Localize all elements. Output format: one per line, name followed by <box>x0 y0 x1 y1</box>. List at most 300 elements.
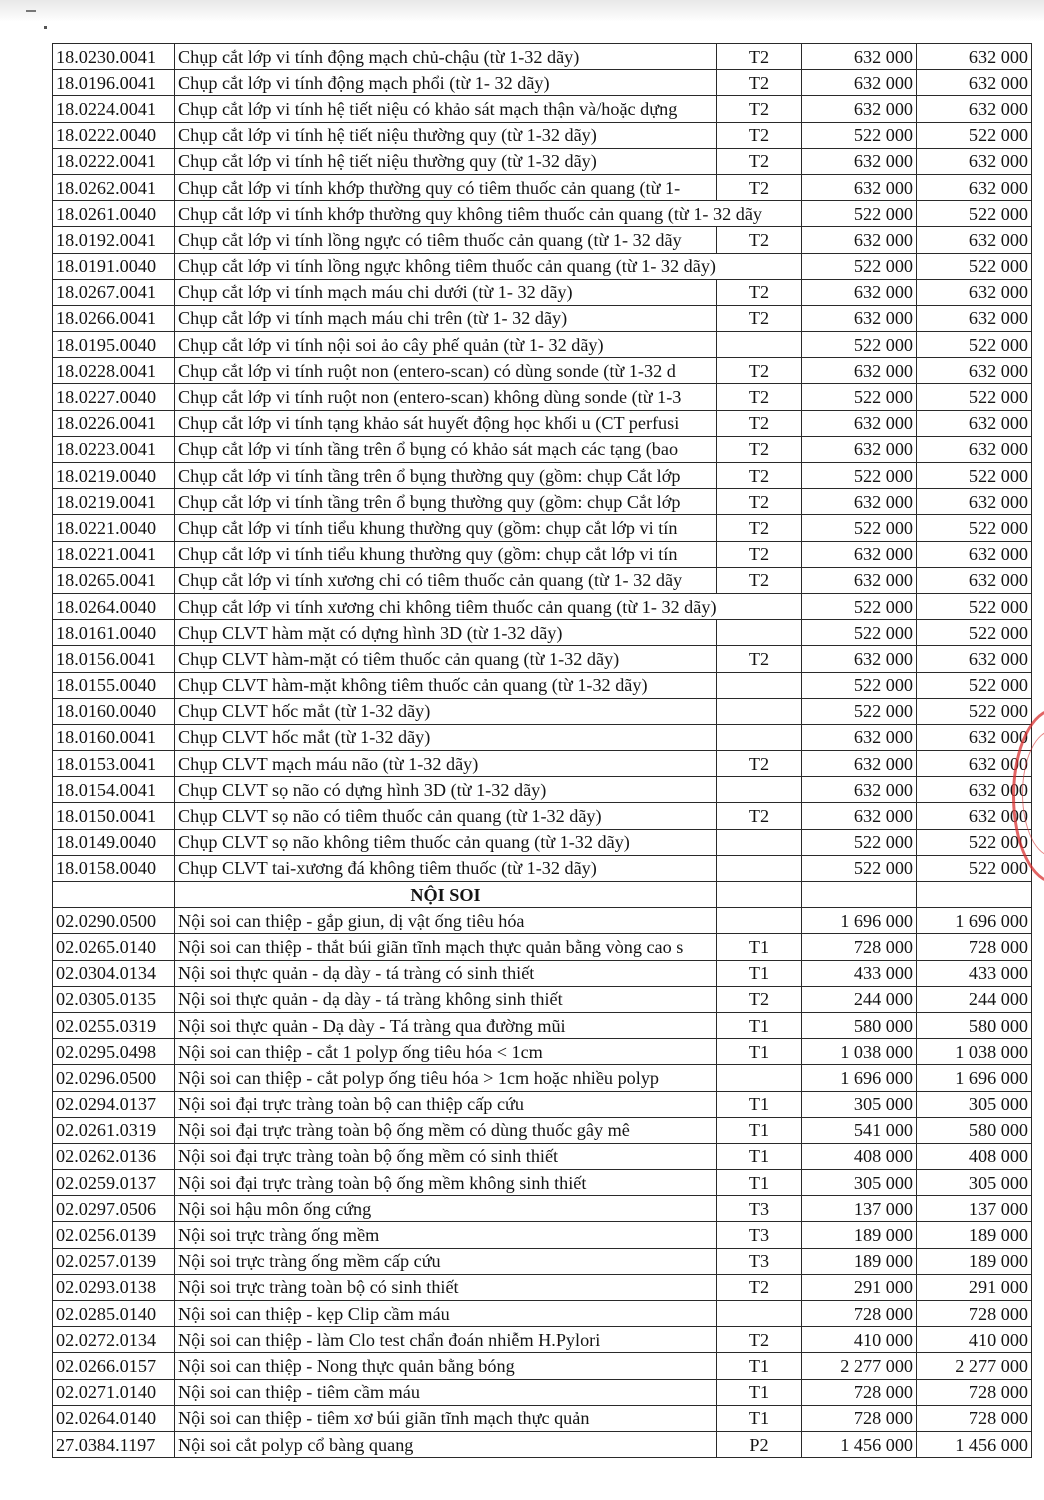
price-2: 522 000 <box>917 201 1032 227</box>
price-1: 2 277 000 <box>802 1353 917 1379</box>
table-row <box>53 1196 1032 1222</box>
service-code: 18.0228.0041 <box>53 358 175 384</box>
price-2: 2 277 000 <box>917 1353 1032 1379</box>
table-row <box>53 1301 1032 1327</box>
service-name: Chụp cắt lớp vi tính khớp thường quy không tiêm thuốc cản quang (từ 1- 32 dãy <box>175 201 802 227</box>
price-2: 433 000 <box>917 960 1032 986</box>
section-title: NỘI SOI <box>175 882 717 908</box>
service-code: 02.0266.0157 <box>53 1353 175 1379</box>
price-1: 1 696 000 <box>802 908 917 934</box>
service-group: T2 <box>717 44 802 70</box>
service-name: Chụp cắt lớp vi tính lồng ngực không tiêm thuốc cản quang (từ 1- 32 dãy) <box>175 253 802 279</box>
service-code: 18.0158.0040 <box>53 855 175 881</box>
table-row <box>53 646 1032 672</box>
price-2: 632 000 <box>917 148 1032 174</box>
table-row <box>53 855 1032 881</box>
price-1: 632 000 <box>802 44 917 70</box>
service-name: Chụp cắt lớp vi tính tạng khảo sát huyết động học khối u (CT perfusi <box>175 410 717 436</box>
price-2: 632 000 <box>917 410 1032 436</box>
service-group: T1 <box>717 934 802 960</box>
table-row <box>53 332 1032 358</box>
service-group: T2 <box>717 70 802 96</box>
service-name: Chụp cắt lớp vi tính ruột non (entero-scan) có dùng sonde (từ 1-32 d <box>175 358 717 384</box>
service-code: 18.0221.0041 <box>53 541 175 567</box>
price-1: 522 000 <box>802 855 917 881</box>
service-code: 18.0154.0041 <box>53 777 175 803</box>
price-1: 522 000 <box>802 593 917 619</box>
price-1: 632 000 <box>802 227 917 253</box>
price-2: 522 000 <box>917 855 1032 881</box>
service-name: Chụp cắt lớp vi tính xương chi có tiêm thuốc cản quang (từ 1- 32 dãy <box>175 567 717 593</box>
table-row <box>53 567 1032 593</box>
table-row <box>53 620 1032 646</box>
service-code: 02.0259.0137 <box>53 1170 175 1196</box>
service-group: T2 <box>717 1327 802 1353</box>
service-name: Nội soi can thiệp - tiêm cầm máu <box>175 1379 717 1405</box>
service-name: Nội soi can thiệp - cắt 1 polyp ống tiêu hóa < 1cm <box>175 1039 717 1065</box>
service-group <box>717 620 802 646</box>
service-name: Chụp CLVT hàm-mặt có tiêm thuốc cản quang (từ 1-32 dãy) <box>175 646 717 672</box>
table-row <box>53 358 1032 384</box>
price-2: 410 000 <box>917 1327 1032 1353</box>
service-name: Nội soi trực tràng ống mềm cấp cứu <box>175 1248 717 1274</box>
service-group: T1 <box>717 1170 802 1196</box>
table-row <box>53 1274 1032 1300</box>
table-row <box>53 541 1032 567</box>
price-2: 580 000 <box>917 1117 1032 1143</box>
price-2: 580 000 <box>917 1012 1032 1038</box>
service-group: T2 <box>717 1274 802 1300</box>
section-empty-cell <box>53 882 175 908</box>
service-name: Chụp CLVT hàm-mặt không tiêm thuốc cản quang (từ 1-32 dãy) <box>175 672 717 698</box>
price-2: 522 000 <box>917 515 1032 541</box>
service-name: Chụp cắt lớp vi tính lồng ngực có tiêm thuốc cản quang (từ 1- 32 dãy <box>175 227 717 253</box>
service-name: Nội soi cắt polyp cổ bàng quang <box>175 1431 717 1457</box>
price-2: 189 000 <box>917 1222 1032 1248</box>
service-code: 18.0222.0040 <box>53 122 175 148</box>
service-code: 02.0262.0136 <box>53 1143 175 1169</box>
service-code: 02.0290.0500 <box>53 908 175 934</box>
service-group <box>717 777 802 803</box>
service-group: T1 <box>717 1117 802 1143</box>
service-name: Chụp cắt lớp vi tính tầng trên ổ bụng thường quy (gồm: chụp Cắt lớp <box>175 489 717 515</box>
price-2: 305 000 <box>917 1170 1032 1196</box>
service-group: T1 <box>717 960 802 986</box>
service-code: 02.0257.0139 <box>53 1248 175 1274</box>
service-group: T2 <box>717 541 802 567</box>
price-1: 522 000 <box>802 515 917 541</box>
service-group: T2 <box>717 148 802 174</box>
price-1: 728 000 <box>802 1405 917 1431</box>
service-code: 18.0160.0041 <box>53 724 175 750</box>
service-name: Nội soi hậu môn ống cứng <box>175 1196 717 1222</box>
service-name: Chụp cắt lớp vi tính động mạch phổi (từ 1- 32 dãy) <box>175 70 717 96</box>
service-name: Nội soi trực tràng ống mềm <box>175 1222 717 1248</box>
service-code: 02.0297.0506 <box>53 1196 175 1222</box>
service-code: 18.0192.0041 <box>53 227 175 253</box>
service-group: T2 <box>717 279 802 305</box>
price-1: 632 000 <box>802 96 917 122</box>
service-code: 18.0261.0040 <box>53 201 175 227</box>
price-1: 580 000 <box>802 1012 917 1038</box>
service-group: T1 <box>717 1379 802 1405</box>
service-group: T2 <box>717 96 802 122</box>
service-code: 27.0384.1197 <box>53 1431 175 1457</box>
service-code: 18.0153.0041 <box>53 751 175 777</box>
table-row <box>53 672 1032 698</box>
service-code: 18.0224.0041 <box>53 96 175 122</box>
service-code: 18.0223.0041 <box>53 436 175 462</box>
service-name: Nội soi can thiệp - thắt búi giãn tĩnh mạch thực quản bằng vòng cao s <box>175 934 717 960</box>
scan-speck <box>44 26 47 29</box>
table-row <box>53 1222 1032 1248</box>
service-name: Nội soi đại trực tràng toàn bộ ống mềm có sinh thiết <box>175 1143 717 1169</box>
service-name: Chụp cắt lớp vi tính động mạch chủ-chậu (từ 1-32 dãy) <box>175 44 717 70</box>
price-1: 305 000 <box>802 1170 917 1196</box>
service-group: T1 <box>717 1039 802 1065</box>
service-code: 18.0230.0041 <box>53 44 175 70</box>
service-group <box>717 332 802 358</box>
service-code: 02.0294.0137 <box>53 1091 175 1117</box>
price-1: 632 000 <box>802 279 917 305</box>
price-2: 522 000 <box>917 384 1032 410</box>
service-name: Nội soi can thiệp - gắp giun, dị vật ống tiêu hóa <box>175 908 717 934</box>
table-row <box>53 148 1032 174</box>
service-group: T2 <box>717 751 802 777</box>
price-1: 522 000 <box>802 672 917 698</box>
price-1: 410 000 <box>802 1327 917 1353</box>
table-row <box>53 934 1032 960</box>
price-1: 522 000 <box>802 384 917 410</box>
price-1: 632 000 <box>802 724 917 750</box>
service-code: 02.0261.0319 <box>53 1117 175 1143</box>
table-row <box>53 410 1032 436</box>
service-group: P2 <box>717 1431 802 1457</box>
service-name: Nội soi đại trực tràng toàn bộ ống mềm có dùng thuốc gây mê <box>175 1117 717 1143</box>
table-row <box>53 1405 1032 1431</box>
price-1: 632 000 <box>802 305 917 331</box>
price-2: 632 000 <box>917 436 1032 462</box>
price-1: 632 000 <box>802 148 917 174</box>
service-group <box>717 855 802 881</box>
service-group: T3 <box>717 1196 802 1222</box>
price-2: 305 000 <box>917 1091 1032 1117</box>
service-name: Chụp CLVT hàm mặt có dựng hình 3D (từ 1-32 dãy) <box>175 620 717 646</box>
service-name: Chụp cắt lớp vi tính tiểu khung thường quy (gồm: chụp cắt lớp vi tín <box>175 515 717 541</box>
service-code: 02.0296.0500 <box>53 1065 175 1091</box>
table-row <box>53 253 1032 279</box>
service-name: Nội soi trực tràng toàn bộ có sinh thiết <box>175 1274 717 1300</box>
scan-edge-shadow <box>0 0 1044 22</box>
table-row <box>53 384 1032 410</box>
service-name: Chụp CLVT sọ não có dựng hình 3D (từ 1-32 dãy) <box>175 777 717 803</box>
table-row <box>53 751 1032 777</box>
service-code: 02.0271.0140 <box>53 1379 175 1405</box>
service-code: 02.0295.0498 <box>53 1039 175 1065</box>
table-row <box>53 436 1032 462</box>
service-code: 18.0219.0040 <box>53 463 175 489</box>
price-1: 522 000 <box>802 463 917 489</box>
service-group: T2 <box>717 122 802 148</box>
price-1: 522 000 <box>802 253 917 279</box>
service-group <box>717 1301 802 1327</box>
table-row <box>53 1117 1032 1143</box>
price-1: 632 000 <box>802 489 917 515</box>
price-2: 522 000 <box>917 620 1032 646</box>
service-name: Nội soi can thiệp - làm Clo test chẩn đoán nhiễm H.Pylori <box>175 1327 717 1353</box>
service-group: T1 <box>717 1091 802 1117</box>
price-2: 1 456 000 <box>917 1431 1032 1457</box>
price-1: 728 000 <box>802 1301 917 1327</box>
service-name: Chụp cắt lớp vi tính tầng trên ổ bụng có khảo sát mạch các tạng (bao <box>175 436 717 462</box>
service-name: Nội soi đại trực tràng toàn bộ ống mềm không sinh thiết <box>175 1170 717 1196</box>
service-name: Chụp CLVT sọ não có tiêm thuốc cản quang (từ 1-32 dãy) <box>175 803 717 829</box>
service-group <box>717 672 802 698</box>
price-1: 522 000 <box>802 122 917 148</box>
price-1: 1 696 000 <box>802 1065 917 1091</box>
table-row <box>53 1327 1032 1353</box>
service-code: 18.0160.0040 <box>53 698 175 724</box>
service-name: Chụp cắt lớp vi tính hệ tiết niệu có khảo sát mạch thận và/hoặc dựng <box>175 96 717 122</box>
service-group <box>717 829 802 855</box>
service-group: T2 <box>717 384 802 410</box>
price-1: 408 000 <box>802 1143 917 1169</box>
price-1: 632 000 <box>802 803 917 829</box>
service-group <box>717 1065 802 1091</box>
price-1: 632 000 <box>802 541 917 567</box>
service-name: Nội soi can thiệp - kẹp Clip cầm máu <box>175 1301 717 1327</box>
service-code: 18.0266.0041 <box>53 305 175 331</box>
table-row <box>53 777 1032 803</box>
price-2: 632 000 <box>917 70 1032 96</box>
service-group <box>717 698 802 724</box>
service-group: T2 <box>717 436 802 462</box>
service-group: T2 <box>717 986 802 1012</box>
service-group: T2 <box>717 358 802 384</box>
price-1: 244 000 <box>802 986 917 1012</box>
service-code: 18.0150.0041 <box>53 803 175 829</box>
table-row <box>53 1353 1032 1379</box>
service-name: Nội soi can thiệp - Nong thực quản bằng bóng <box>175 1353 717 1379</box>
service-code: 02.0305.0135 <box>53 986 175 1012</box>
price-1: 522 000 <box>802 201 917 227</box>
service-group: T2 <box>717 515 802 541</box>
service-code: 18.0149.0040 <box>53 829 175 855</box>
table-row <box>53 305 1032 331</box>
service-name: Chụp cắt lớp vi tính mạch máu chi dưới (từ 1- 32 dãy) <box>175 279 717 305</box>
service-group: T2 <box>717 305 802 331</box>
service-name: Nội soi đại trực tràng toàn bộ can thiệp cấp cứu <box>175 1091 717 1117</box>
price-2: 632 000 <box>917 777 1032 803</box>
section-row <box>53 882 1032 908</box>
service-group: T2 <box>717 174 802 200</box>
table-row <box>53 829 1032 855</box>
table-row <box>53 279 1032 305</box>
table-row <box>53 201 1032 227</box>
price-1: 1 456 000 <box>802 1431 917 1457</box>
table-row <box>53 1431 1032 1457</box>
price-2: 632 000 <box>917 567 1032 593</box>
price-1: 433 000 <box>802 960 917 986</box>
price-2: 632 000 <box>917 646 1032 672</box>
service-group: T1 <box>717 1353 802 1379</box>
price-1: 522 000 <box>802 829 917 855</box>
price-2: 522 000 <box>917 463 1032 489</box>
table-row <box>53 803 1032 829</box>
scan-speck <box>26 10 36 12</box>
table-row <box>53 1012 1032 1038</box>
service-code: 18.0222.0041 <box>53 148 175 174</box>
table-row <box>53 724 1032 750</box>
service-name: Chụp CLVT hốc mắt (từ 1-32 dãy) <box>175 724 717 750</box>
service-name: Chụp cắt lớp vi tính tiểu khung thường quy (gồm: chụp cắt lớp vi tín <box>175 541 717 567</box>
table-row <box>53 908 1032 934</box>
price-2: 522 000 <box>917 829 1032 855</box>
service-code: 18.0156.0041 <box>53 646 175 672</box>
service-code: 18.0195.0040 <box>53 332 175 358</box>
service-name: Chụp CLVT hốc mắt (từ 1-32 dãy) <box>175 698 717 724</box>
table-row <box>53 1379 1032 1405</box>
service-name: Chụp CLVT sọ não không tiêm thuốc cản quang (từ 1-32 dãy) <box>175 829 717 855</box>
price-2: 291 000 <box>917 1274 1032 1300</box>
price-1: 522 000 <box>802 332 917 358</box>
price-2: 632 000 <box>917 489 1032 515</box>
price-2: 632 000 <box>917 279 1032 305</box>
price-1: 632 000 <box>802 646 917 672</box>
fee-table-body <box>53 44 1032 1458</box>
table-row <box>53 227 1032 253</box>
table-row <box>53 986 1032 1012</box>
service-code: 18.0264.0040 <box>53 593 175 619</box>
service-code: 18.0161.0040 <box>53 620 175 646</box>
price-2: 632 000 <box>917 803 1032 829</box>
price-2: 632 000 <box>917 227 1032 253</box>
price-1: 632 000 <box>802 567 917 593</box>
table-row <box>53 593 1032 619</box>
price-2: 522 000 <box>917 122 1032 148</box>
price-1: 522 000 <box>802 698 917 724</box>
service-code: 02.0285.0140 <box>53 1301 175 1327</box>
service-name: Chụp cắt lớp vi tính hệ tiết niệu thường quy (từ 1-32 dãy) <box>175 122 717 148</box>
table-row <box>53 44 1032 70</box>
service-group: T2 <box>717 567 802 593</box>
service-name: Chụp cắt lớp vi tính mạch máu chi trên (từ 1- 32 dãy) <box>175 305 717 331</box>
service-code: 18.0221.0040 <box>53 515 175 541</box>
price-2: 522 000 <box>917 698 1032 724</box>
price-1: 1 038 000 <box>802 1039 917 1065</box>
price-2: 632 000 <box>917 174 1032 200</box>
service-code: 18.0155.0040 <box>53 672 175 698</box>
table-row <box>53 1170 1032 1196</box>
table-row <box>53 122 1032 148</box>
service-group: T2 <box>717 410 802 436</box>
price-1: 632 000 <box>802 70 917 96</box>
price-2: 632 000 <box>917 44 1032 70</box>
service-name: Chụp cắt lớp vi tính hệ tiết niệu thường quy (từ 1-32 dãy) <box>175 148 717 174</box>
section-empty-cell <box>802 882 917 908</box>
service-name: Nội soi thực quản - Dạ dày - Tá tràng qua đường mũi <box>175 1012 717 1038</box>
service-name: Chụp CLVT mạch máu não (từ 1-32 dãy) <box>175 751 717 777</box>
price-1: 522 000 <box>802 620 917 646</box>
service-name: Chụp CLVT tai-xương đá không tiêm thuốc (từ 1-32 dãy) <box>175 855 717 881</box>
price-1: 305 000 <box>802 1091 917 1117</box>
price-2: 408 000 <box>917 1143 1032 1169</box>
table-row <box>53 960 1032 986</box>
service-code: 02.0255.0319 <box>53 1012 175 1038</box>
service-name: Chụp cắt lớp vi tính xương chi không tiêm thuốc cản quang (từ 1- 32 dãy) <box>175 593 802 619</box>
price-2: 632 000 <box>917 541 1032 567</box>
price-1: 189 000 <box>802 1248 917 1274</box>
table-row <box>53 174 1032 200</box>
table-row <box>53 515 1032 541</box>
service-code: 02.0256.0139 <box>53 1222 175 1248</box>
price-2: 728 000 <box>917 1379 1032 1405</box>
service-code: 02.0293.0138 <box>53 1274 175 1300</box>
price-2: 632 000 <box>917 724 1032 750</box>
service-code: 18.0265.0041 <box>53 567 175 593</box>
service-code: 18.0219.0041 <box>53 489 175 515</box>
price-1: 632 000 <box>802 358 917 384</box>
service-code: 18.0226.0041 <box>53 410 175 436</box>
service-group: T2 <box>717 227 802 253</box>
price-2: 1 696 000 <box>917 1065 1032 1091</box>
service-group: T2 <box>717 646 802 672</box>
table-row <box>53 1143 1032 1169</box>
price-2: 137 000 <box>917 1196 1032 1222</box>
service-code: 18.0196.0041 <box>53 70 175 96</box>
section-empty-cell <box>717 882 802 908</box>
price-1: 632 000 <box>802 174 917 200</box>
table-row <box>53 1091 1032 1117</box>
price-1: 137 000 <box>802 1196 917 1222</box>
service-name: Nội soi thực quản - dạ dày - tá tràng có sinh thiết <box>175 960 717 986</box>
service-group <box>717 908 802 934</box>
service-group: T2 <box>717 803 802 829</box>
service-group: T1 <box>717 1012 802 1038</box>
service-code: 02.0304.0134 <box>53 960 175 986</box>
table-row <box>53 70 1032 96</box>
price-2: 522 000 <box>917 253 1032 279</box>
fee-table <box>52 43 1032 1458</box>
table-row <box>53 1065 1032 1091</box>
service-group: T2 <box>717 463 802 489</box>
service-code: 18.0191.0040 <box>53 253 175 279</box>
service-group: T1 <box>717 1405 802 1431</box>
price-2: 632 000 <box>917 305 1032 331</box>
service-name: Nội soi can thiệp - tiêm xơ búi giãn tĩnh mạch thực quản <box>175 1405 717 1431</box>
table-row <box>53 463 1032 489</box>
section-empty-cell <box>917 882 1032 908</box>
service-name: Chụp cắt lớp vi tính tầng trên ổ bụng thường quy (gồm: chụp Cắt lớp <box>175 463 717 489</box>
price-2: 1 038 000 <box>917 1039 1032 1065</box>
service-name: Nội soi thực quản - dạ dày - tá tràng không sinh thiết <box>175 986 717 1012</box>
table-row <box>53 96 1032 122</box>
price-2: 728 000 <box>917 1301 1032 1327</box>
price-1: 728 000 <box>802 1379 917 1405</box>
price-2: 522 000 <box>917 332 1032 358</box>
table-row <box>53 698 1032 724</box>
price-1: 291 000 <box>802 1274 917 1300</box>
service-group: T2 <box>717 489 802 515</box>
service-name: Chụp cắt lớp vi tính nội soi ảo cây phế quản (từ 1- 32 dãy) <box>175 332 717 358</box>
service-name: Nội soi can thiệp - cắt polyp ống tiêu hóa > 1cm hoặc nhiều polyp <box>175 1065 717 1091</box>
price-2: 632 000 <box>917 358 1032 384</box>
price-2: 522 000 <box>917 672 1032 698</box>
table-row <box>53 1248 1032 1274</box>
service-group: T1 <box>717 1143 802 1169</box>
price-2: 244 000 <box>917 986 1032 1012</box>
price-2: 632 000 <box>917 96 1032 122</box>
